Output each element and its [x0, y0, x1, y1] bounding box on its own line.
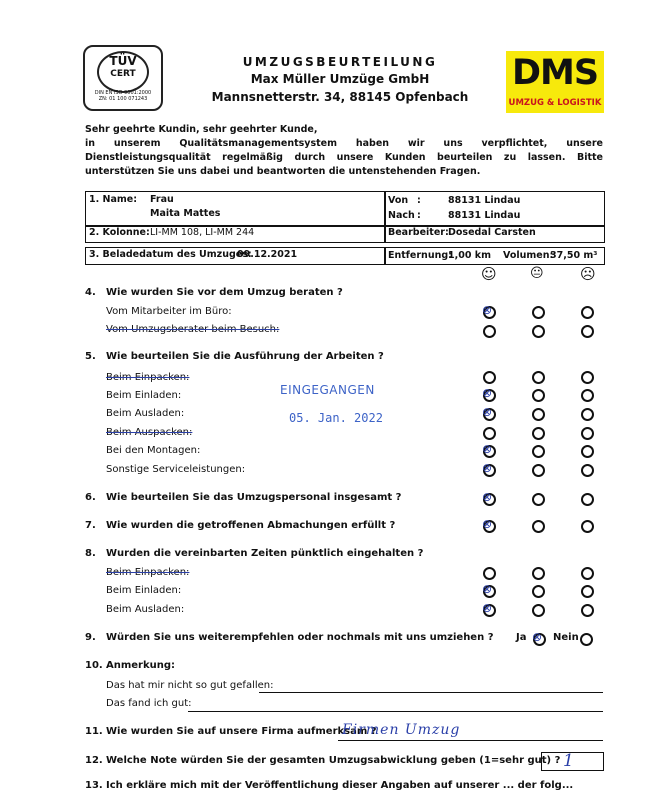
q10-negative-line[interactable] — [259, 692, 603, 693]
name-label: 1. Name: — [89, 194, 138, 205]
q10-number: 10. — [85, 660, 103, 671]
rating-radio[interactable] — [532, 604, 545, 617]
q5-row-label: Beim Ausladen: — [106, 408, 185, 419]
rating-radio[interactable] — [581, 567, 594, 580]
name-value: Maita Mattes — [150, 208, 221, 219]
smiley-neutral-icon: 😐 — [530, 266, 544, 281]
check-x-icon: ⊗ — [482, 461, 493, 475]
company-name: Max Müller Umzüge GmbH — [250, 72, 430, 86]
nach-label: Nach — [388, 210, 415, 221]
datum-label: 3. Beladedatum des Umzuges: — [89, 249, 252, 260]
q4-row-label: Vom Umzugsberater beim Besuch: — [106, 324, 280, 335]
q12-text: Welche Note würden Sie der gesamten Umzugsabwicklung geben (1=sehr gut) ? — [106, 755, 561, 766]
tuv-logo-norm: DIN EN ISO 9001:2000 ZN: 01 100 071243 — [94, 90, 152, 102]
q10-negative-label: Das hat mir nicht so gut gefallen: — [106, 680, 274, 691]
von-colon: : — [417, 195, 421, 206]
received-stamp: EINGEGANGEN — [280, 383, 375, 397]
tuv-logo-top: TÜV — [109, 54, 137, 68]
rating-radio[interactable] — [532, 306, 545, 319]
q9-number: 9. — [85, 632, 96, 643]
q4-text: Wie wurden Sie vor dem Umzug beraten ? — [106, 287, 343, 298]
rating-radio[interactable] — [581, 493, 594, 506]
rating-radio[interactable] — [532, 520, 545, 533]
rating-radio[interactable] — [532, 585, 545, 598]
q13-text: Ich erkläre mich mit der Veröffentlichung dieser Angaben auf unserer ... der folg... — [106, 780, 574, 791]
rating-radio[interactable] — [483, 427, 496, 440]
q11-answer-line[interactable] — [338, 740, 603, 741]
q11-text: Wie wurden Sie auf unsere Firma aufmerksam ? — [106, 726, 377, 737]
rating-radio[interactable] — [581, 427, 594, 440]
q7-text: Wie wurden die getroffenen Abmachungen erfüllt ? — [106, 520, 396, 531]
company-address: Mannsnetterstr. 34, 88145 Opfenbach — [211, 90, 469, 104]
dms-logo-sub: UMZUG & LOGISTIK — [508, 98, 602, 108]
rating-radio[interactable] — [483, 371, 496, 384]
q5-row-label: Sonstige Serviceleistungen: — [106, 464, 246, 475]
rating-radio[interactable] — [581, 585, 594, 598]
q5-row-label: Beim Auspacken: — [106, 427, 193, 438]
check-x-icon: ⊗ — [532, 630, 543, 644]
form-title: UMZUGSBEURTEILUNG — [242, 55, 438, 69]
entfernung-label: Entfernung: — [388, 250, 452, 261]
rating-radio[interactable] — [483, 325, 496, 338]
rating-radio[interactable] — [581, 371, 594, 384]
tuv-logo-name: CERT — [110, 69, 136, 79]
q8-row-label: Beim Einladen: — [106, 585, 182, 596]
nach-value: 88131 Lindau — [448, 210, 521, 221]
q6-text: Wie beurteilen Sie das Umzugspersonal insgesamt ? — [106, 492, 402, 503]
bearbeiter-label: Bearbeiter: — [388, 227, 449, 238]
rating-radio[interactable] — [532, 445, 545, 458]
volumen-value: 37,50 m³ — [550, 250, 598, 261]
rating-radio[interactable] — [581, 464, 594, 477]
smiley-bad-icon: ☹ — [580, 265, 596, 283]
q5-row-label: Beim Einladen: — [106, 390, 182, 401]
q9-nein-label: Nein — [553, 632, 579, 643]
smiley-good-icon: ☺ — [481, 265, 497, 283]
q13-number: 13. — [85, 780, 103, 791]
q8-text: Wurden die vereinbarten Zeiten pünktlich eingehalten ? — [106, 548, 424, 559]
rating-radio[interactable] — [532, 493, 545, 506]
check-x-icon: ⊗ — [482, 517, 493, 531]
kolonne-value: LI-MM 108, LI-MM 244 — [150, 227, 255, 238]
rating-radio[interactable] — [532, 325, 545, 338]
rating-radio[interactable] — [581, 520, 594, 533]
q7-number: 7. — [85, 520, 96, 531]
volumen-label: Volumen: — [503, 250, 554, 261]
name-title: Frau — [150, 194, 174, 205]
received-stamp-date: 05. Jan. 2022 — [289, 411, 383, 425]
q5-number: 5. — [85, 351, 96, 362]
q8-row-label: Beim Einpacken: — [106, 567, 190, 578]
q12-number: 12. — [85, 755, 103, 766]
rating-radio[interactable] — [581, 408, 594, 421]
q6-number: 6. — [85, 492, 96, 503]
q11-handwritten-answer: Firmen Umzug — [342, 722, 461, 738]
q4-number: 4. — [85, 287, 96, 298]
von-label: Von — [388, 195, 409, 206]
q10-text: Anmerkung: — [106, 660, 176, 671]
check-x-icon: ⊗ — [482, 405, 493, 419]
entfernung-value: 1,00 km — [448, 250, 491, 261]
check-x-icon: ⊗ — [482, 601, 493, 615]
q11-number: 11. — [85, 726, 103, 737]
kolonne-label: 2. Kolonne: — [89, 227, 150, 238]
check-x-icon: ⊗ — [482, 582, 493, 596]
q9-text: Würden Sie uns weiterempfehlen oder nochmals mit uns umziehen ? — [106, 632, 494, 643]
nach-colon: : — [417, 210, 421, 221]
datum-value: 09.12.2021 — [237, 249, 298, 260]
check-x-icon: ⊗ — [482, 442, 493, 456]
q8-number: 8. — [85, 548, 96, 559]
q9-ja-label: Ja — [516, 632, 527, 643]
bearbeiter-value: Dosedal Carsten — [448, 227, 536, 238]
rating-radio[interactable] — [532, 567, 545, 580]
q5-text: Wie beurteilen Sie die Ausführung der Arbeiten ? — [106, 351, 384, 362]
intro-text — [85, 123, 603, 179]
q5-row-label: Bei den Montagen: — [106, 445, 201, 456]
rating-radio[interactable] — [581, 389, 594, 402]
dms-logo — [506, 51, 604, 113]
rating-radio[interactable] — [532, 408, 545, 421]
rating-radio[interactable] — [581, 445, 594, 458]
rating-radio[interactable] — [532, 427, 545, 440]
q8-row-label: Beim Ausladen: — [106, 604, 185, 615]
rating-radio[interactable] — [532, 371, 545, 384]
dms-logo-name: DMS — [511, 53, 599, 93]
rating-radio[interactable] — [532, 464, 545, 477]
check-x-icon: ⊗ — [482, 303, 493, 317]
intro-body: in unserem Qualitätsmanagementsystem haben wir uns verpflichtet, unsere Dienstleistungsqualität regelmäßig durch unsere Kunden beurteilen zu lassen. Bitte unterstützen Sie uns dabei und beantworten die untenstehenden Fragen. — [85, 138, 603, 177]
rating-radio[interactable] — [581, 325, 594, 338]
check-x-icon: ⊗ — [482, 490, 493, 504]
rating-radio[interactable] — [581, 306, 594, 319]
tuv-cert-logo — [83, 45, 163, 111]
intro-greeting: Sehr geehrte Kundin, sehr geehrter Kunde, — [85, 124, 318, 135]
q5-row-label: Beim Einpacken: — [106, 372, 190, 383]
von-value: 88131 Lindau — [448, 195, 521, 206]
q10-positive-line[interactable] — [188, 711, 603, 712]
q4-row-label: Vom Mitarbeiter im Büro: — [106, 306, 232, 317]
rating-radio[interactable] — [581, 604, 594, 617]
q12-handwritten-grade: 1 — [563, 751, 574, 771]
rating-radio[interactable] — [483, 567, 496, 580]
rating-radio[interactable] — [532, 389, 545, 402]
q10-positive-label: Das fand ich gut: — [106, 698, 192, 709]
q9-nein-radio[interactable] — [580, 633, 593, 646]
check-x-icon: ⊗ — [482, 386, 493, 400]
